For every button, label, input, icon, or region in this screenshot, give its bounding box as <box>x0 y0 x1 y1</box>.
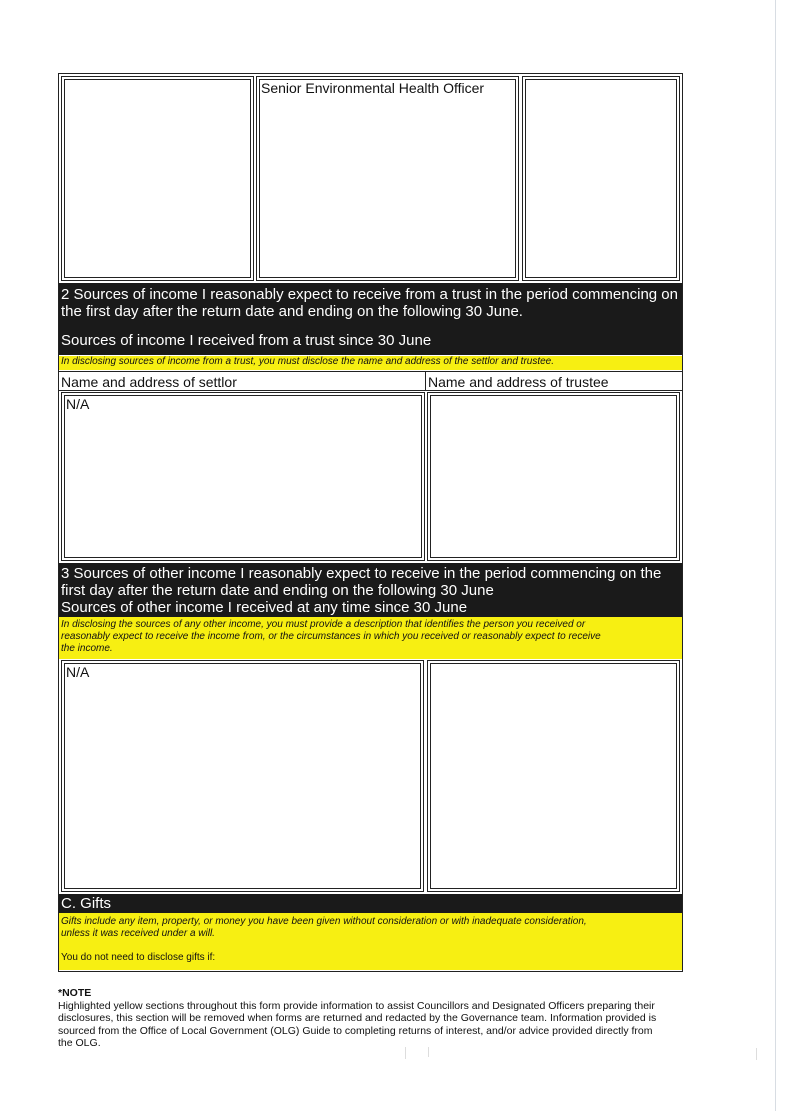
section2-header <box>59 283 682 355</box>
section2-column-headers <box>59 371 682 391</box>
top-row-cell-right <box>522 76 680 281</box>
section3-subheading: Sources of other income I received at any time since 30 June <box>61 599 468 616</box>
note-line3: sourced from the Office of Local Government (OLG) Guide to completing returns of interest, and/or advice provided directly from <box>58 1024 653 1037</box>
section3-guidance <box>59 617 682 659</box>
top-row-cell-left <box>61 76 254 281</box>
gifts-no-disclose: You do not need to disclose gifts if: <box>61 952 216 963</box>
gifts-heading: C. Gifts <box>61 895 112 912</box>
gifts-header <box>59 894 682 913</box>
gifts-guidance-line2: unless it was received under a will. <box>61 928 215 939</box>
settlor-value: N/A <box>66 396 90 412</box>
note-line2: disclosures, this section will be removed when forms are returned and redacted by the Governance team. Information provided is <box>58 1012 657 1024</box>
other-income-value: N/A <box>66 664 90 680</box>
section2-subheading: Sources of income I received from a trust since 30 June <box>61 332 432 349</box>
note-line4: the OLG. <box>58 1037 101 1049</box>
gifts-guidance <box>59 913 682 970</box>
section3-header <box>59 563 682 617</box>
col-trustee-label: Name and address of trustee <box>428 374 609 390</box>
trustee-box <box>427 392 680 561</box>
scan-mark <box>428 1047 429 1057</box>
section3-heading-line2: first day after the return date and ending on the following 30 June <box>61 582 494 599</box>
section2-heading-line1: 2 Sources of income I reasonably expect to receive from a trust in the period commencing on <box>61 286 678 303</box>
other-income-box-right <box>427 660 680 892</box>
position-title: Senior Environmental Health Officer <box>261 80 485 96</box>
section3-guidance-line1: In disclosing the sources of any other income, you must provide a description that identifies the person you received or <box>61 619 586 630</box>
section3-guidance-line3: the income. <box>61 643 113 654</box>
note-title: *NOTE <box>58 987 92 999</box>
section2-guidance-text: In disclosing sources of income from a trust, you must disclose the name and address of the settlor and trustee. <box>61 356 555 367</box>
footnote <box>58 987 708 1050</box>
scan-mark <box>756 1048 757 1060</box>
page-edge-line <box>775 0 776 1111</box>
col-settlor-label: Name and address of settlor <box>61 374 237 390</box>
disclosure-form <box>58 73 683 972</box>
note-line1: Highlighted yellow sections throughout this form provide information to assist Councillors and Designated Officers preparing their <box>58 999 655 1012</box>
top-row-cell-position <box>256 76 519 281</box>
section3-guidance-line2: reasonably expect to receive the income from, or the circumstances in which you received or reasonably expect to receive <box>61 631 601 642</box>
section2-guidance <box>59 356 682 370</box>
settlor-box <box>61 392 425 561</box>
other-income-box-left <box>61 660 424 892</box>
gifts-guidance-line1: Gifts include any item, property, or money you have been given without consideration or with inadequate consideration, <box>61 916 587 927</box>
scan-mark <box>405 1047 406 1059</box>
section2-heading-line2: the first day after the return date and ending on the following 30 June. <box>61 303 523 320</box>
section3-heading-line1: 3 Sources of other income I reasonably expect to receive in the period commencing on the <box>61 565 662 582</box>
